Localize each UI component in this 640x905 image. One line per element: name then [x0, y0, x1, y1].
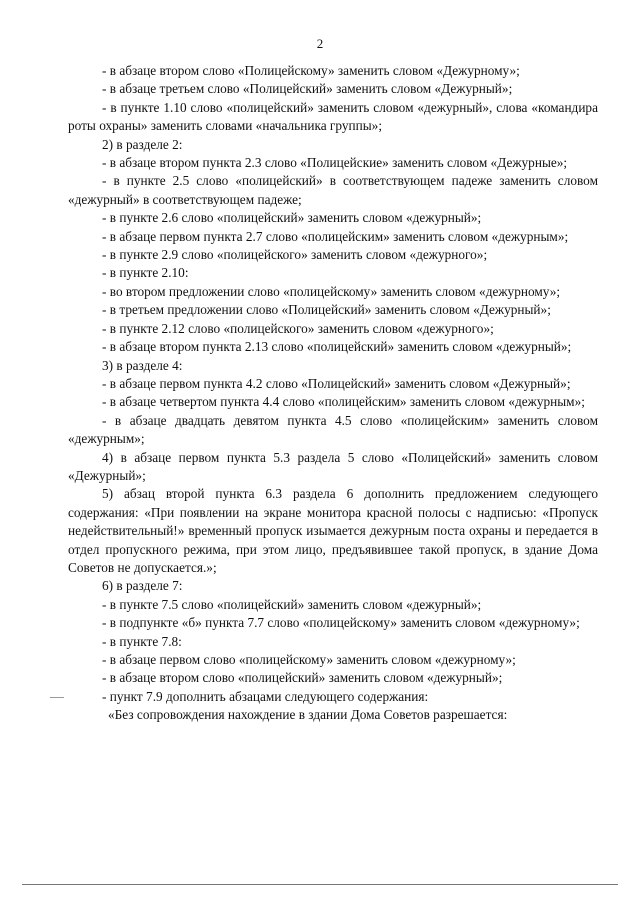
- paragraph: - в абзаце первом пункта 2.7 слово «полицейским» заменить словом «дежурным»;: [102, 228, 569, 244]
- paragraph: - в абзаце первом слово «полицейскому» заменить словом «дежурному»;: [102, 652, 516, 667]
- scan-artifact: [50, 697, 64, 698]
- paragraph: - в пункте 7.8:: [102, 633, 182, 649]
- paragraph: - в абзаце втором пункта 2.13 слово «полицейский» заменить словом «дежурный»;: [102, 339, 572, 355]
- paragraph: - в абзаце первом пункта 4.2 слово «Полицейский» заменить словом «Дежурный»;: [102, 375, 571, 391]
- paragraph: - пункт 7.9 дополнить абзацами следующего содержания:: [102, 688, 429, 704]
- paragraph: - в абзаце двадцать девятом пункта 4.5 слово «полицейским» заменить словом «дежурным»;: [68, 412, 598, 447]
- paragraph: - в пункте 2.10:: [102, 265, 189, 281]
- section-paragraph: 5) абзац второй пункта 6.3 раздела 6 дополнить предложением следующего содержания: «При появлении на экране монитора красной полосы с надписью: «Пропуск недействительный!» временный пропуск изымается дежурным поста охраны и передается в отдел пропускного режима, при этом лицо, предъявившее такой пропуск, в здание Дома Советов не допускается.»;: [68, 486, 598, 575]
- section-heading: 6) в разделе 7:: [102, 578, 183, 594]
- quoted-paragraph: «Без сопровождения нахождение в здании Дома Советов разрешается:: [108, 707, 508, 723]
- paragraph: - в абзаце втором слово «полицейский» заменить словом «дежурный»;: [102, 670, 503, 686]
- paragraph: - во втором предложении слово «полицейскому» заменить словом «дежурному»;: [102, 283, 561, 299]
- document-body: [68, 62, 598, 725]
- paragraph: - в третьем предложении слово «Полицейский» заменить словом «Дежурный»;: [102, 302, 551, 318]
- paragraph: - в абзаце третьем слово «Полицейский» заменить словом «Дежурный»;: [102, 81, 513, 97]
- paragraph: - в пункте 2.6 слово «полицейский» заменить словом «дежурный»;: [102, 210, 482, 226]
- paragraph: - в пункте 7.5 слово «полицейский» заменить словом «дежурный»;: [102, 596, 482, 612]
- paragraph: - в абзаце втором слово «Полицейскому» заменить словом «Дежурному»;: [102, 63, 520, 78]
- paragraph: - в пункте 1.10 слово «полицейский» заменить словом «дежурный», слова «командира роты охраны» заменить словами «начальника группы»;: [68, 99, 598, 134]
- page-number: 2: [316, 36, 324, 51]
- paragraph: - в подпункте «б» пункта 7.7 слово «полицейскому» заменить словом «дежурному»;: [102, 615, 580, 631]
- paragraph: - в абзаце четвертом пункта 4.4 слово «полицейским» заменить словом «дежурным»;: [102, 394, 585, 410]
- paragraph: - в пункте 2.9 слово «полицейского» заменить словом «дежурного»;: [102, 247, 488, 263]
- paragraph: - в пункте 2.5 слово «полицейский» в соответствующем падеже заменить словом «дежурный» в соответствующем падеже;: [68, 173, 598, 207]
- paragraph: - в абзаце втором пункта 2.3 слово «Полицейские» заменить словом «Дежурные»;: [102, 155, 568, 171]
- page-bottom-rule: [22, 884, 618, 885]
- section-heading: 3) в разделе 4:: [102, 357, 183, 373]
- section-paragraph: 4) в абзаце первом пункта 5.3 раздела 5 слово «Полицейский» заменить словом «Дежурный»;: [68, 449, 598, 483]
- section-heading: 2) в разделе 2:: [102, 136, 183, 152]
- paragraph: - в пункте 2.12 слово «полицейского» заменить словом «дежурного»;: [102, 320, 494, 336]
